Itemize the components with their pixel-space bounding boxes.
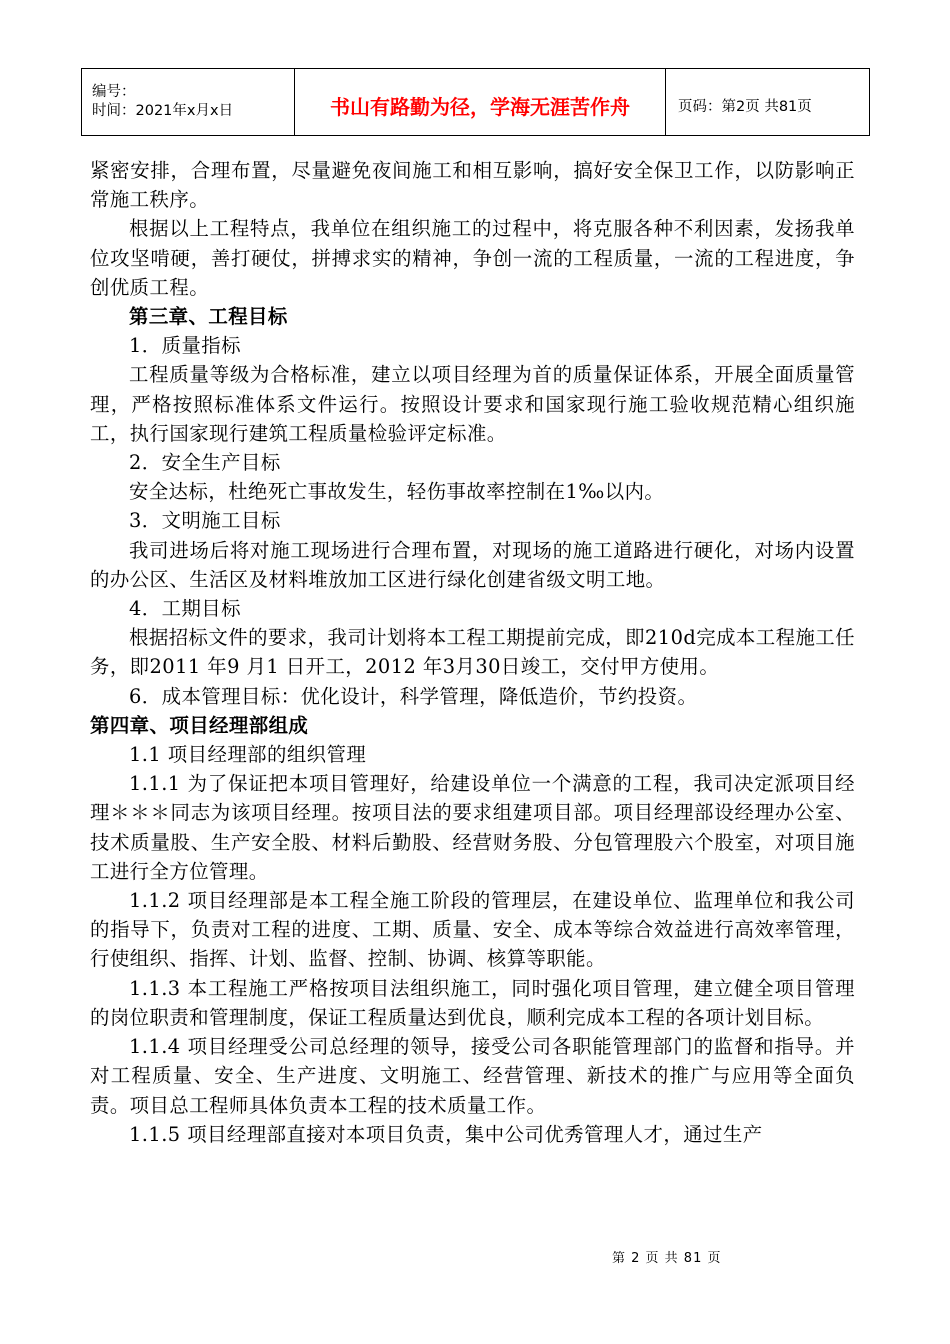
body-paragraph: 6．成本管理目标：优化设计，科学管理，降低造价，节约投资。 [129, 684, 698, 708]
body-paragraph: 1.1 项目经理部的组织管理 [129, 743, 367, 767]
header-info-cell [82, 69, 295, 136]
body-paragraph: 4．工期目标 [129, 597, 241, 621]
body-paragraph: 我司进场后将对施工现场进行合理布置，对现场的施工道路进行硬化，对场内设置的办公区、生活区及材料堆放加工区进行绿化创建省级文明工地。 [90, 538, 855, 591]
body-paragraph: 1.1.1 为了保证把本项目管理好，给建设单位一个满意的工程，我司决定派项目经理＊＊＊同志为该项目经理。按项目法的要求组建项目部。项目经理部设经理办公室、技术质量股、生产安全股、材料后勤股、经营财务股、分包管理股六个股室，对项目施工进行全方位管理。 [90, 772, 855, 883]
body-paragraph: 1.1.5 项目经理部直接对本项目负责，集中公司优秀管理人才，通过生产 [129, 1122, 763, 1146]
footer-page-number: 第 2 页 共 81 页 [612, 1251, 722, 1266]
header-page-number: 页码：第2页 共81页 [666, 69, 870, 136]
header-table [81, 68, 870, 136]
body-paragraph: 根据招标文件的要求，我司计划将本工程工期提前完成，即210d完成本工程施工任务，即2011 年9 月1 日开工，2012 年3月30日竣工，交付甲方使用。 [90, 626, 855, 679]
document-body [90, 156, 855, 1149]
body-paragraph: 1.1.3 本工程施工严格按项目法组织施工，同时强化项目管理，建立健全项目管理的岗位职责和管理制度，保证工程质量达到优良，顺利完成本工程的各项计划目标。 [90, 976, 855, 1029]
body-paragraph: 安全达标，杜绝死亡事故发生，轻伤事故率控制在1‰以内。 [129, 480, 665, 504]
body-paragraph: 根据以上工程特点，我单位在组织施工的过程中，将克服各种不利因素，发扬我单位攻坚啃硬，善打硬仗，拼搏求实的精神，争创一流的工程质量，一流的工程进度，争创优质工程。 [90, 217, 855, 299]
document-date-label: 时间：2021年x月x日 [92, 103, 234, 119]
body-paragraph: 2．安全生产目标 [129, 451, 281, 475]
body-paragraph: 1.1.2 项目经理部是本工程全施工阶段的管理层，在建设单位、监理单位和我公司的指导下，负责对工程的进度、工期、质量、安全、成本等综合效益进行高效率管理，行使组织、指挥、计划、监督、控制、协调、核算等职能。 [90, 889, 855, 971]
section-heading: 第三章、工程目标 [129, 305, 288, 329]
header-motto: 书山有路勤为径，学海无涯苦作舟 [295, 69, 666, 136]
section-heading: 第四章、项目经理部组成 [90, 713, 309, 737]
document-number-label: 编号： [92, 84, 136, 100]
body-paragraph: 紧密安排，合理布置，尽量避免夜间施工和相互影响，搞好安全保卫工作，以防影响正常施工秩序。 [90, 159, 855, 212]
body-paragraph: 3．文明施工目标 [129, 509, 281, 533]
body-paragraph: 1.1.4 项目经理受公司总经理的领导，接受公司各职能管理部门的监督和指导。并对工程质量、安全、生产进度、文明施工、经营管理、新技术的推广与应用等全面负责。项目总工程师具体负责本工程的技术质量工作。 [90, 1035, 855, 1117]
body-paragraph: 工程质量等级为合格标准，建立以项目经理为首的质量保证体系，开展全面质量管理，严格按照标准体系文件运行。按照设计要求和国家现行施工验收规范精心组织施工，执行国家现行建筑工程质量检验评定标准。 [90, 363, 855, 445]
body-paragraph: 1．质量指标 [129, 334, 241, 358]
